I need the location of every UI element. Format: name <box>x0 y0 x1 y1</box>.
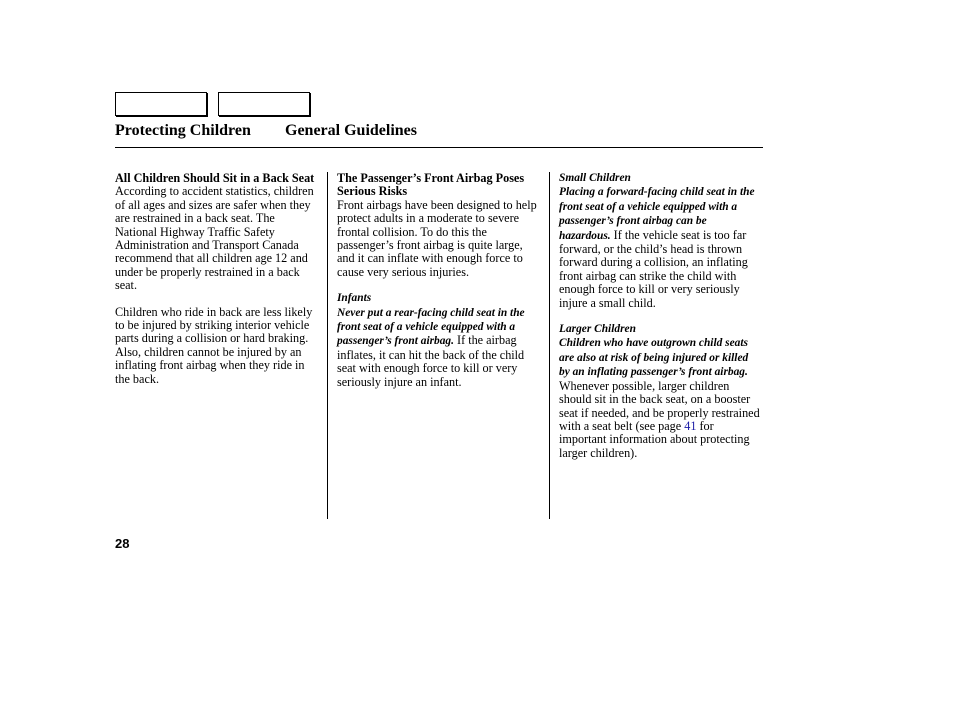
page-header <box>115 121 763 148</box>
small-children-subheading: Small Children <box>559 172 631 184</box>
back-seat-paragraph-2: Children who ride in back are less likely to be injured by striking interior vehicle parts during a collision or hard braking. Also, children cannot be injured by an inflating front airbag when they ride in the back. <box>115 304 313 386</box>
column-1 <box>115 172 317 386</box>
infants-subheading: Infants <box>337 292 372 305</box>
column-divider-1 <box>327 172 328 519</box>
page-number: 28 <box>115 536 130 551</box>
infants-paragraph <box>337 306 539 389</box>
small-children-warning: Placing a forward-facing child seat in the front seat of a vehicle equipped with a passenger’s front airbag can be hazardous. <box>559 186 755 242</box>
nav-button-1[interactable] <box>115 92 207 116</box>
column-3 <box>559 172 761 460</box>
airbag-risk-heading: The Passenger’s Front Airbag Poses Serious Risks <box>337 171 525 199</box>
column-divider-2 <box>549 172 550 519</box>
small-children-text: If the vehicle seat is too far forward, or the child’s head is thrown forward during a collision, an inflating front airbag can strike the child with enough force to kill or very seriously injure a small child. <box>559 227 748 310</box>
larger-children-subheading: Larger Children <box>559 323 636 336</box>
section-title: Protecting Children <box>115 122 251 139</box>
larger-children-warning: Children who have outgrown child seats are also at risk of being injured or killed by an inflating passenger’s front airbag. <box>559 337 749 379</box>
airbag-risk-paragraph: Front airbags have been designed to help protect adults in a moderate to severe frontal collision. To do this the passenger’s front airbag is quite large, and it can inflate with enough force to cause very serious injuries. <box>337 197 537 279</box>
larger-children-text-1: Whenever possible, larger children should sit in the back seat, on a booster seat if needed, and be properly restrained with a seat belt (see page <box>559 378 760 433</box>
topic-title: General Guidelines <box>285 122 417 139</box>
back-seat-paragraph-1: According to accident statistics, children of all ages and sizes are safer when they are restrained in a back seat. The National Highway Traffic Safety Administration and Transport Canada recommend that all children age 12 and under be properly restrained in a back seat. <box>115 184 314 293</box>
larger-children-paragraph <box>559 336 761 460</box>
column-2 <box>337 172 539 389</box>
nav-button-2[interactable] <box>218 92 310 116</box>
page-41-link[interactable]: 41 <box>684 418 697 433</box>
small-children-paragraph <box>559 185 761 310</box>
back-seat-heading: All Children Should Sit in a Back Seat <box>115 171 315 185</box>
infants-warning: Never put a rear-facing child seat in the front seat of a vehicle equipped with a passenger’s front airbag. <box>337 306 525 348</box>
infants-text: If the airbag inflates, it can hit the back of the child seat with enough force to kill or very seriously injure an infant. <box>337 333 525 389</box>
larger-children-text-2: for important information about protecting larger children). <box>559 418 750 460</box>
